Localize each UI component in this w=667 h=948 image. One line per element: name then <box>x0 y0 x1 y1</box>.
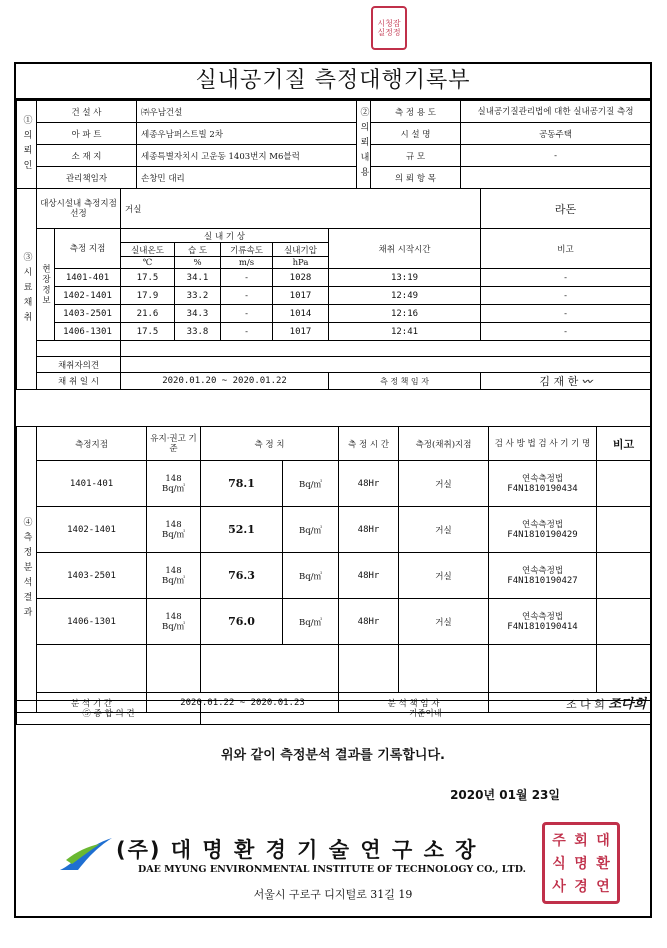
summary-value: 기준이내 <box>201 701 651 725</box>
resp-label: 측 정 책 임 자 <box>329 373 481 390</box>
h-loc: 측정(채취)지점 <box>399 427 489 461</box>
std-value: 148 <box>165 519 182 530</box>
period-value: 2020.01.22 ~ 2020.01.23 <box>147 693 339 713</box>
note-label: 비고 <box>481 229 651 269</box>
loc-cell: 거실 <box>399 461 489 507</box>
sec1-label: ①의뢰인 <box>17 101 37 189</box>
note-cell <box>597 553 651 599</box>
method-cell <box>489 599 597 645</box>
statement: 위와 같이 측정분석 결과를 기록합니다. <box>221 748 445 763</box>
field-info-label: 현장정보 <box>37 229 55 341</box>
h-note: 비고 <box>597 427 651 461</box>
point-cell: 1401-401 <box>37 461 147 507</box>
resp-value <box>481 373 651 390</box>
press-cell: 1014 <box>273 305 329 323</box>
col-air: 기류속도 <box>221 243 273 257</box>
facility-label: 시 설 명 <box>371 123 461 145</box>
device-value: F4N1810190414 <box>507 621 578 632</box>
point-cell: 1402-1401 <box>37 507 147 553</box>
value-cell: 76.3 <box>201 553 283 599</box>
table-row <box>17 461 651 507</box>
blank-cell <box>147 645 201 693</box>
col-temp: 실내온도 <box>121 243 175 257</box>
h-time: 측 정 시 간 <box>339 427 399 461</box>
issue-date: 2020년 01월 23일 <box>450 788 560 802</box>
note-cell: - <box>481 287 651 305</box>
h-std: 유지·권고 기 준 <box>147 427 201 461</box>
opinion-label: 채취자의견 <box>37 357 121 373</box>
start-time-label: 채취 시작시간 <box>329 229 481 269</box>
table-row <box>17 287 651 305</box>
indoor-label: 실 내 기 상 <box>121 229 329 243</box>
company-address: 서울시 구로구 디지털로 31길 19 <box>253 888 413 901</box>
unit-hum: % <box>175 257 221 269</box>
apartment-value: 세종우남퍼스트빌 2차 <box>137 123 357 145</box>
blank-cell <box>399 645 489 693</box>
purpose-value: 실내공기질관리법에 대한 실내공기질 측정 <box>461 101 651 123</box>
value-cell: 76.0 <box>201 599 283 645</box>
col-hum: 습 도 <box>175 243 221 257</box>
builder-label: 건 설 사 <box>37 101 137 123</box>
blank-cell <box>339 645 399 693</box>
device-value: F4N1810190434 <box>507 483 578 494</box>
time-cell: 48Hr <box>339 507 399 553</box>
table-row <box>17 507 651 553</box>
sec4-label: ④측정분석결과 <box>17 427 37 713</box>
scale-label: 규 모 <box>371 145 461 167</box>
signature-mark: 조다희 <box>608 697 647 712</box>
sampling-date-label: 채 취 일 시 <box>37 373 121 390</box>
point-cell: 1406-1301 <box>55 323 121 341</box>
unit-cell: Bq/㎥ <box>283 553 339 599</box>
note-cell <box>597 461 651 507</box>
loc-cell: 거실 <box>399 507 489 553</box>
h-point: 측정지점 <box>37 427 147 461</box>
scale-value: - <box>461 145 651 167</box>
sampling-table <box>16 188 651 390</box>
h-val: 측 정 치 <box>201 427 339 461</box>
blank-cell <box>121 341 651 357</box>
time-cell: 12:49 <box>329 287 481 305</box>
temp-cell: 17.5 <box>121 323 175 341</box>
value-cell: 52.1 <box>201 507 283 553</box>
std-unit: Bq/㎥ <box>161 483 186 494</box>
top-seal-stamp: 시 청 잠 실 정 정 <box>371 6 407 50</box>
item-value: 라돈 <box>481 189 651 229</box>
col-press: 실내기압 <box>273 243 329 257</box>
method-cell <box>489 461 597 507</box>
device-value: F4N1810190427 <box>507 575 578 586</box>
note-cell: - <box>481 305 651 323</box>
apartment-label: 아 파 트 <box>37 123 137 145</box>
table-row <box>17 599 651 645</box>
analysis-table <box>16 426 651 713</box>
method-value: 연속측정법 <box>521 565 564 576</box>
point-cell: 1403-2501 <box>55 305 121 323</box>
air-cell: - <box>221 269 273 287</box>
unit-cell: Bq/㎥ <box>283 599 339 645</box>
sec3-label: ③시료채취 <box>17 189 37 390</box>
select-label: 대상시설내 측정지점 선정 <box>37 189 121 229</box>
value-cell: 78.1 <box>201 461 283 507</box>
h-method: 검 사 방 법 검 사 기 기 명 <box>489 427 597 461</box>
std-unit: Bq/㎥ <box>161 621 186 632</box>
opinion-table <box>16 700 651 725</box>
time-cell: 48Hr <box>339 553 399 599</box>
blank-cell <box>489 645 597 693</box>
company-name-ko: (주) 대 명 환 경 기 술 연 구 소 장 <box>116 838 478 862</box>
std-cell <box>147 599 201 645</box>
method-cell <box>489 507 597 553</box>
hum-cell: 33.2 <box>175 287 221 305</box>
hum-cell: 34.3 <box>175 305 221 323</box>
point-cell: 1406-1301 <box>37 599 147 645</box>
select-value: 거실 <box>121 189 481 229</box>
std-value: 148 <box>165 611 182 622</box>
device-value: F4N1810190429 <box>507 529 578 540</box>
time-cell: 48Hr <box>339 461 399 507</box>
loc-cell: 거실 <box>399 599 489 645</box>
summary-label: ⑤ 종 합 의 견 <box>17 701 201 725</box>
std-unit: Bq/㎥ <box>161 575 186 586</box>
time-cell: 13:19 <box>329 269 481 287</box>
blank-cell <box>37 341 121 357</box>
hum-cell: 34.1 <box>175 269 221 287</box>
analysis-resp-label: 분 석 책 임 자 <box>339 693 489 713</box>
analysis-resp-name: 조 다 희 <box>565 698 605 711</box>
air-cell: - <box>221 305 273 323</box>
manager-value: 손창민 대리 <box>137 167 357 189</box>
company-logo-icon <box>56 834 116 874</box>
manager-label: 관리책임자 <box>37 167 137 189</box>
address-value: 세종특별자치시 고운동 1403번지 M6블럭 <box>137 145 357 167</box>
point-cell: 1401-401 <box>55 269 121 287</box>
company-name-en: DAE MYUNG ENVIRONMENTAL INSTITUTE OF TECHNOLOGY CO., LTD. <box>138 864 526 875</box>
loc-cell: 거실 <box>399 553 489 599</box>
unit-air: m/s <box>221 257 273 269</box>
client-table <box>16 100 651 189</box>
table-row <box>17 553 651 599</box>
point-label: 측정 지점 <box>55 229 121 269</box>
time-cell: 12:41 <box>329 323 481 341</box>
press-cell: 1017 <box>273 323 329 341</box>
method-value: 연속측정법 <box>521 611 564 622</box>
temp-cell: 17.9 <box>121 287 175 305</box>
note-cell <box>597 507 651 553</box>
temp-cell: 21.6 <box>121 305 175 323</box>
company-seal-stamp: 주 회 대 식 명 환 사 경 연 <box>542 822 620 904</box>
signature-mark: 〰 <box>581 377 592 388</box>
address-label: 소 재 지 <box>37 145 137 167</box>
table-row <box>17 323 651 341</box>
unit-cell: Bq/㎥ <box>283 461 339 507</box>
note-cell: - <box>481 323 651 341</box>
page-title: 실내공기질 측정대행기록부 <box>16 64 650 100</box>
air-cell: - <box>221 323 273 341</box>
builder-value: ㈜우남건설 <box>137 101 357 123</box>
std-cell <box>147 507 201 553</box>
opinion-value <box>121 357 651 373</box>
table-row <box>17 269 651 287</box>
purpose-label: 측 정 용 도 <box>371 101 461 123</box>
note-cell <box>597 599 651 645</box>
std-value: 148 <box>165 565 182 576</box>
item-spacer <box>461 167 651 189</box>
item-label: 의 뢰 항 목 <box>371 167 461 189</box>
table-row <box>17 305 651 323</box>
method-value: 연속측정법 <box>521 473 564 484</box>
point-cell: 1403-2501 <box>37 553 147 599</box>
time-cell: 48Hr <box>339 599 399 645</box>
method-cell <box>489 553 597 599</box>
air-cell: - <box>221 287 273 305</box>
unit-temp: ℃ <box>121 257 175 269</box>
std-unit: Bq/㎥ <box>161 529 186 540</box>
blank-cell <box>201 645 339 693</box>
std-value: 148 <box>165 473 182 484</box>
unit-cell: Bq/㎥ <box>283 507 339 553</box>
std-cell <box>147 461 201 507</box>
press-cell: 1017 <box>273 287 329 305</box>
unit-press: hPa <box>273 257 329 269</box>
time-cell: 12:16 <box>329 305 481 323</box>
resp-name: 김 재 한 <box>539 375 579 388</box>
temp-cell: 17.5 <box>121 269 175 287</box>
sec2-label: ②의뢰내용 <box>357 101 371 189</box>
method-value: 연속측정법 <box>521 519 564 530</box>
blank-cell <box>597 645 651 693</box>
blank-cell <box>37 645 147 693</box>
press-cell: 1028 <box>273 269 329 287</box>
period-label: 분 석 기 간 <box>37 693 147 713</box>
hum-cell: 33.8 <box>175 323 221 341</box>
record-form <box>14 62 652 918</box>
facility-value: 공동주택 <box>461 123 651 145</box>
note-cell: - <box>481 269 651 287</box>
point-cell: 1402-1401 <box>55 287 121 305</box>
sampling-date-value: 2020.01.20 ~ 2020.01.22 <box>121 373 329 390</box>
std-cell <box>147 553 201 599</box>
